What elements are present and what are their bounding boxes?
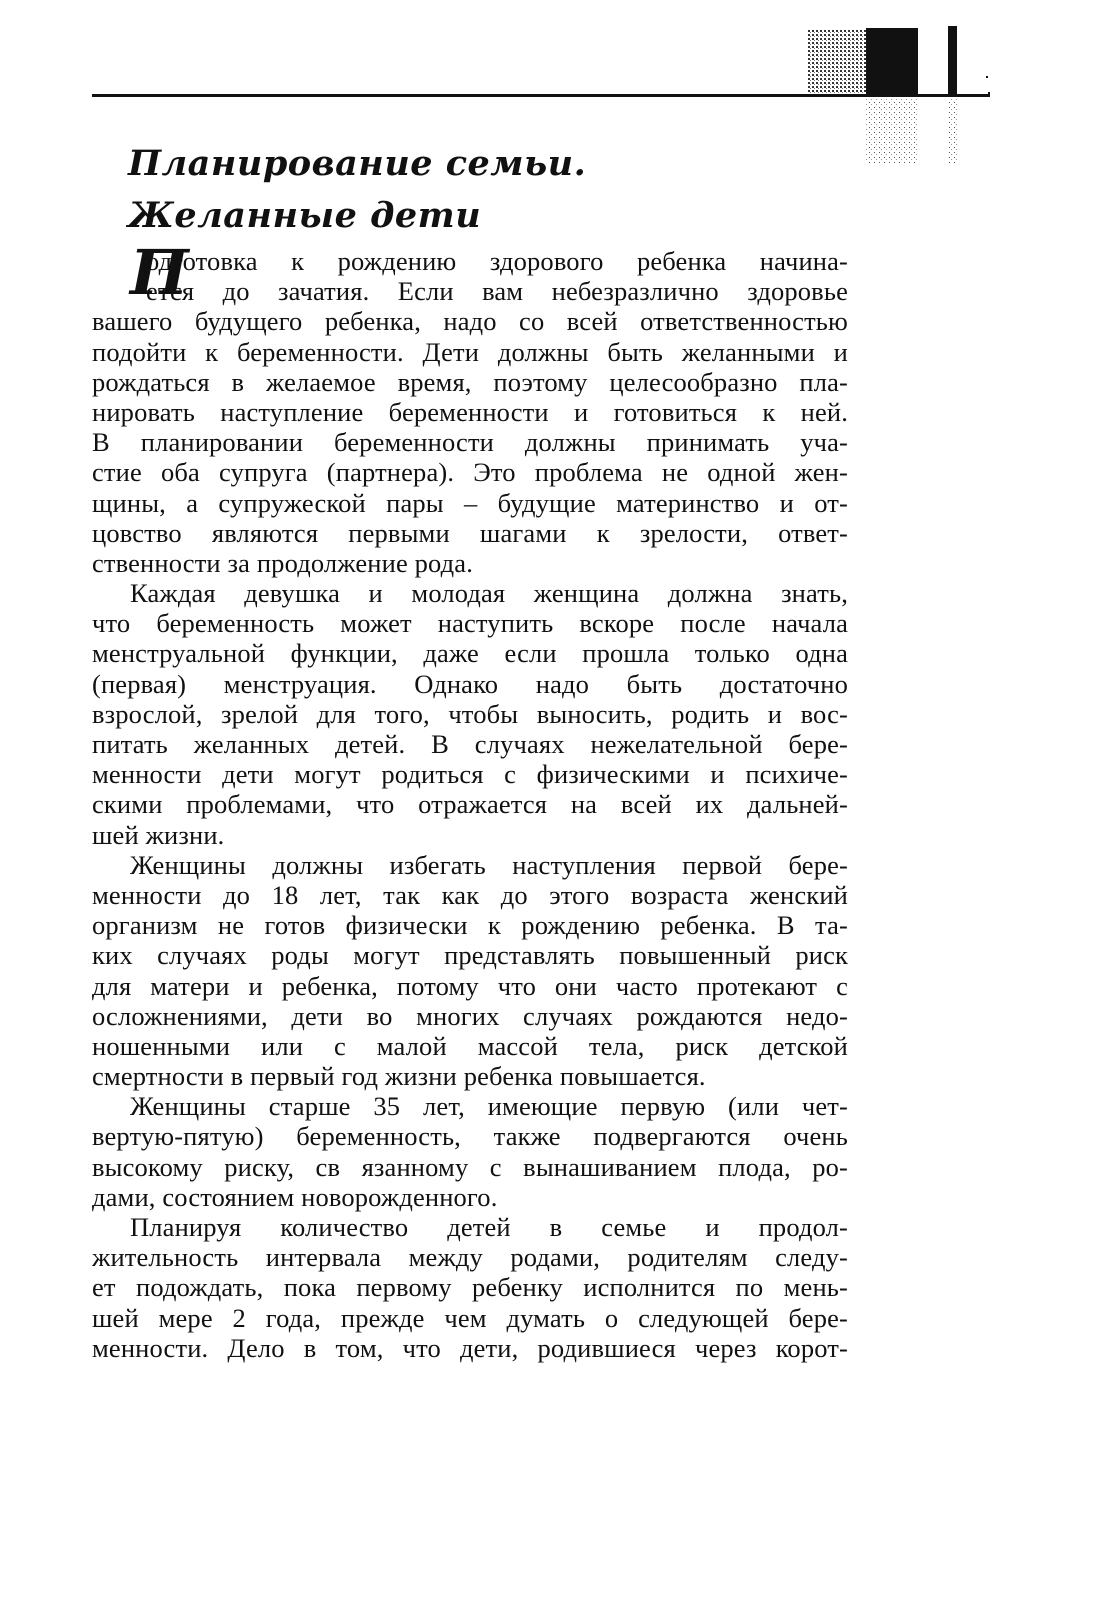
text-line: Женщины старше 35 лет, имеющие первую (или чет- — [130, 1091, 848, 1122]
text-line: (первая) менструация. Однако надо быть достаточно — [92, 668, 848, 699]
text-line: дами, состоянием новорожденного. — [92, 1181, 498, 1212]
text-line: вертую-пятую) беременность, также подвергаются очень — [92, 1121, 848, 1152]
solid-block — [866, 28, 918, 94]
drop-cap: П — [130, 236, 189, 309]
text-line: стие оба супруга (партнера). Это проблема не одной жен- — [92, 457, 848, 488]
text-line: осложнениями, дети во многих случаях рождаются недо- — [92, 1000, 848, 1031]
text-line: менности дети могут родиться с физическими и психиче- — [92, 759, 848, 790]
text-line: ношенными или с малой массой тела, риск детской — [92, 1030, 848, 1061]
text-line: жительность интервала между родами, родителям следу- — [92, 1242, 848, 1273]
text-line: менструальной функции, даже если прошла только одна — [92, 638, 848, 669]
text-line: Планируя количество детей в семье и продол- — [130, 1212, 848, 1242]
text-line: шей жизни. — [92, 819, 225, 850]
vertical-bar — [948, 26, 957, 94]
text-line: рождаться в желаемое время, поэтому целесообразно пла- — [92, 366, 848, 397]
text-line: нировать наступление беременности и готовиться к ней. — [92, 396, 848, 427]
body-text — [92, 246, 848, 1363]
text-line: подойти к беременности. Дети должны быть желанными и — [92, 336, 848, 367]
title-line-1: Планирование семьи. — [128, 143, 587, 184]
text-line: ственности за продолжение рода. — [92, 547, 473, 578]
text-line: менности. Дело в том, что дети, родившиеся через корот- — [92, 1332, 848, 1363]
text-line: одготовка к рождению здорового ребенка начина- — [146, 246, 848, 276]
text-line: Женщины должны избегать наступления первой бере- — [130, 849, 848, 880]
text-line: вашего будущего ребенка, надо со всей ответственностью — [92, 306, 848, 337]
text-line: менности до 18 лет, так как до этого возраста женский — [92, 879, 848, 910]
text-line: питать желанных детей. В случаях нежелательной бере- — [92, 729, 848, 759]
text-line: скими проблемами, что отражается на всей их дальней- — [92, 789, 848, 820]
section-title — [128, 138, 586, 242]
halftone-block — [808, 30, 866, 94]
text-line: ется до зачатия. Если вам небезразлично здоровье — [146, 276, 848, 307]
text-line: ет подождать, пока первому ребенку исполнится по мень- — [92, 1272, 848, 1303]
text-line: что беременность может наступить вскоре после начала — [92, 608, 848, 639]
text-line: цовство являются первыми шагами к зрелости, ответ- — [92, 517, 848, 548]
title-line-2: Желанные дети — [128, 195, 482, 236]
text-line: взрослой, зрелой для того, чтобы выносить, родить и вос- — [92, 698, 848, 729]
text-line: ких случаях роды могут представлять повышенный риск — [92, 940, 848, 971]
vertical-bar-lower — [948, 98, 957, 164]
text-line: Каждая девушка и молодая женщина должна знать, — [130, 578, 848, 609]
corner-decoration — [808, 26, 998, 168]
halftone-block-lower — [866, 98, 918, 164]
text-line: для матери и ребенка, потому что они часто протекают с — [92, 970, 848, 1001]
text-line: организм не готов физически к рождению ребенка. В та- — [92, 910, 848, 941]
text-line: высокому риску, св язанному с вынашиванием плода, ро- — [92, 1151, 848, 1182]
text-line: щины, а супружеской пары – будущие материнство и от- — [92, 487, 848, 518]
text-line: смертности в первый год жизни ребенка повышается. — [92, 1061, 706, 1092]
text-line: В планировании беременности должны принимать уча- — [92, 427, 848, 458]
text-line: шей мере 2 года, прежде чем думать о следующей бере- — [92, 1302, 848, 1333]
